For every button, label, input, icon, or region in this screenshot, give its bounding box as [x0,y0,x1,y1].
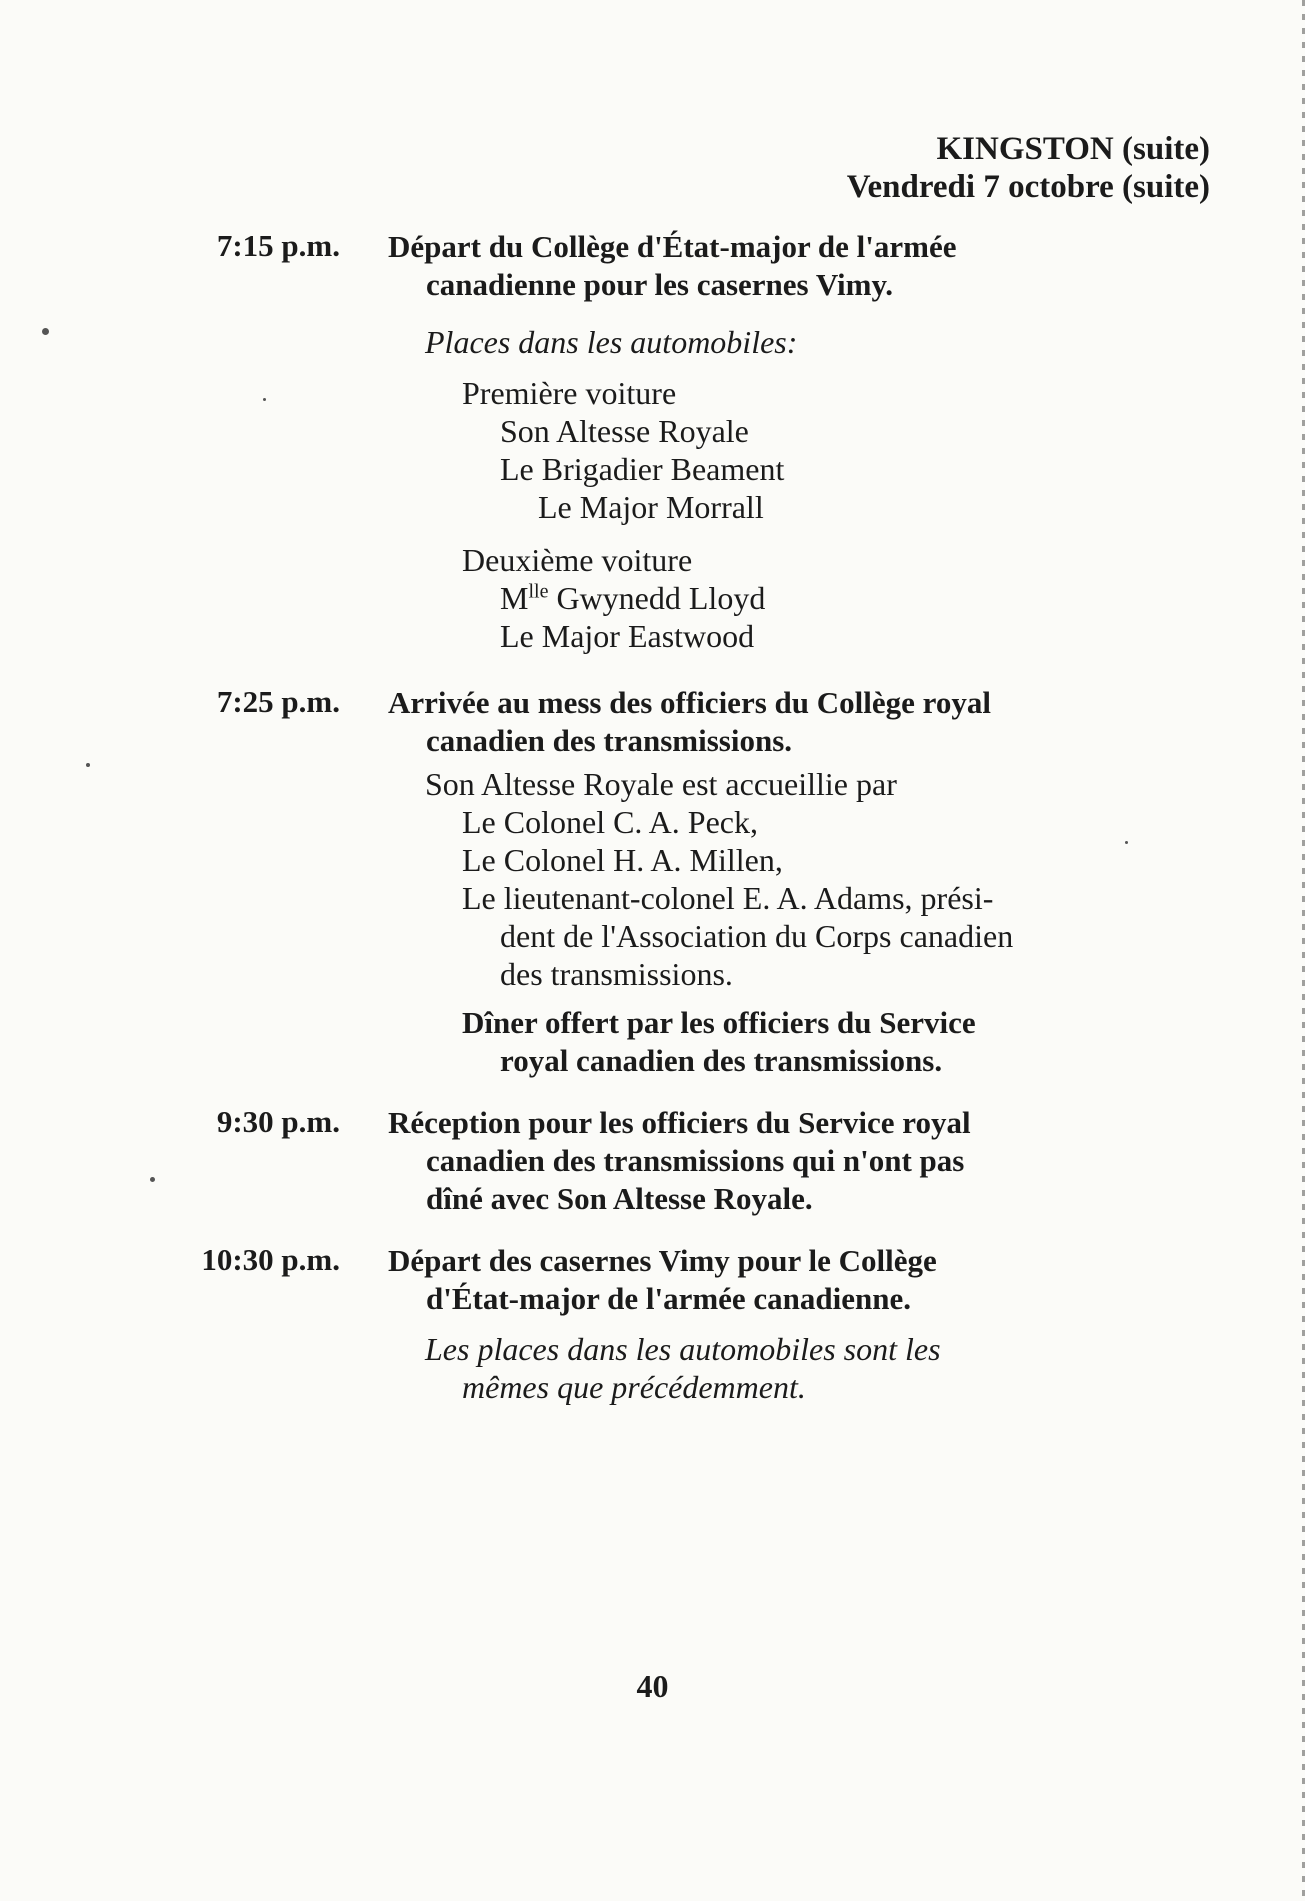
seating-note: Les places dans les automobiles sont les [425,1331,941,1367]
scan-speck [42,328,49,335]
header-city: KINGSTON (suite) [936,131,1210,167]
scan-speck [86,763,90,767]
car-seating-subtitle: Places dans les automobiles: [425,324,798,360]
event-title [388,228,1210,304]
header-day: Vendredi 7 octobre (suite) [846,169,1210,205]
event-title-line: d'État-major de l'armée canadienne. [426,1281,912,1316]
event-title [388,1242,1210,1318]
event-title [388,684,1210,760]
event-time: 10:30 p.m. [201,1242,340,1277]
event-title-line: Départ du Collège d'État-major de l'armée [388,229,957,264]
passenger: $M^{lle}$ Gwynedd Lloyd [500,580,766,616]
event-time: 7:15 p.m. [216,228,340,263]
greeter: Le Colonel H. A. Millen, [462,842,783,878]
greeter: Le lieutenant-colonel E. A. Adams, prési- [462,880,994,916]
event-title-line: Arrivée au mess des officiers du Collège royal [388,685,991,720]
greeter: Le Colonel C. A. Peck, [462,804,758,840]
event-title-line: canadien des transmissions qui n'ont pas [426,1143,965,1178]
seating-note-continued: mêmes que précédemment. [462,1369,806,1405]
welcome-text: Son Altesse Royale est accueillie par [425,766,897,802]
page-number: 40 [636,1668,669,1704]
car-label: Deuxième voiture [462,542,693,578]
greeter-continued: dent de l'Association du Corps canadien [500,918,1014,954]
scan-speck [263,398,266,401]
car-label: Première voiture [462,375,677,411]
scan-speck [150,1177,155,1182]
event-title-line: Réception pour les officiers du Service royal [388,1105,971,1140]
passenger: Son Altesse Royale [500,413,749,449]
event-title-line: Départ des casernes Vimy pour le Collège [388,1243,937,1278]
dinner-note: Dîner offert par les officiers du Service [462,1005,976,1040]
event-time: 9:30 p.m. [216,1104,340,1139]
passenger: Le Major Eastwood [500,618,755,654]
event-title [388,1104,1210,1218]
passenger: Le Brigadier Beament [500,451,785,487]
dinner-note-continued: royal canadien des transmissions. [500,1043,943,1078]
event-title-line: canadien des transmissions. [426,723,793,758]
event-title-line: canadienne pour les casernes Vimy. [426,267,894,302]
event-time: 7:25 p.m. [216,684,340,719]
greeter-continued: des transmissions. [500,956,733,992]
event-title-line: dîné avec Son Altesse Royale. [426,1181,813,1216]
passenger: Le Major Morrall [538,489,764,525]
scan-speck [1125,841,1128,844]
